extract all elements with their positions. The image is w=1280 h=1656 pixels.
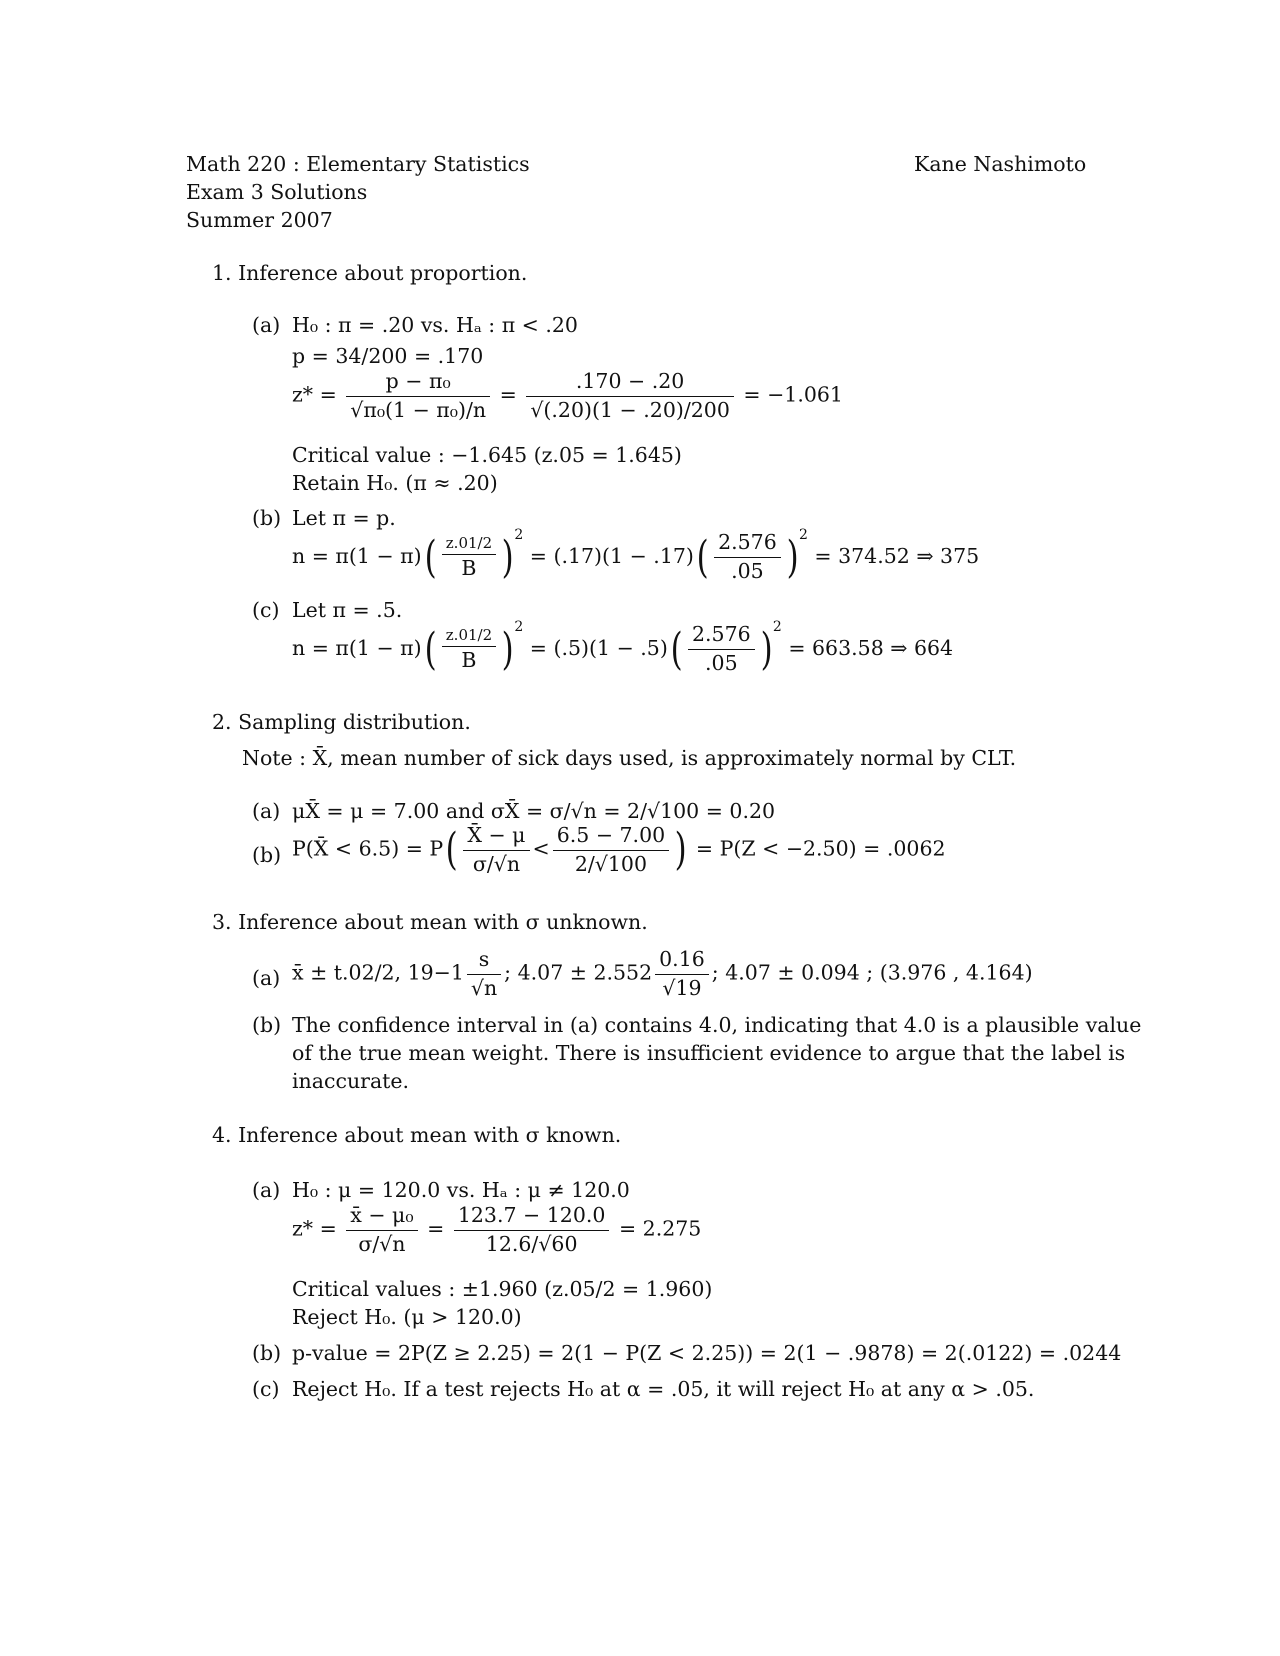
q1b-paren-close: )	[501, 531, 514, 583]
q1c-paren-open: (	[424, 623, 437, 675]
q1b-middle: = (.17)(1 − .17)	[529, 544, 694, 568]
q4a-formula-fraction	[346, 1204, 417, 1256]
q1a-formula-numerator: p − π₀	[346, 370, 490, 397]
q1c-result: = 663.58 ⇒ 664	[788, 636, 954, 660]
q1-title: 1. Inference about proportion.	[212, 261, 528, 285]
q3a-result: ; 4.07 ± 0.094 ; (3.976 , 4.164)	[711, 960, 1033, 985]
q3-title: 3. Inference about mean with σ unknown.	[212, 910, 648, 934]
q4a-label: (a)	[252, 1178, 281, 1202]
q1a-critical-value: Critical value : −1.645 (z.05 = 1.645)	[292, 443, 682, 467]
q1b-z-denominator: B	[461, 555, 477, 580]
q1c-square-2: 2	[772, 619, 782, 635]
q1c-value-denominator: .05	[705, 651, 738, 675]
q1a-values-numerator: .170 − .20	[526, 370, 734, 397]
q1b-n-lhs: n = π(1 − π)	[292, 544, 422, 568]
q3a-value-numerator: 0.16	[655, 948, 709, 975]
q2b-probability	[292, 824, 946, 876]
q1b-paren-close-2: )	[786, 531, 799, 583]
q2b-paren-close: )	[674, 824, 687, 876]
q1b-square: 2	[514, 527, 524, 543]
q2b-value-fraction	[553, 824, 669, 876]
q1b-z-numerator: z.01/2	[442, 535, 496, 555]
q1c-square: 2	[514, 619, 524, 635]
q1c-label: (c)	[252, 598, 280, 622]
q2a-label: (a)	[252, 799, 281, 823]
q4b-p-value: p-value = 2P(Z ≥ 2.25) = 2(1 − P(Z < 2.25)) = 2(1 − .9878) = 2(.0122) = .0244	[292, 1341, 1122, 1365]
q3a-label: (a)	[252, 966, 281, 990]
q1a-label: (a)	[252, 313, 281, 337]
q4a-z-lhs: z* =	[292, 1216, 337, 1241]
q3b-line-3: inaccurate.	[292, 1069, 410, 1093]
q4-title: 4. Inference about mean with σ known.	[212, 1123, 622, 1147]
q3a-confidence-interval	[292, 948, 1033, 1000]
q3a-lhs: x̄ ± t.02/2, 19−1	[292, 960, 464, 985]
q1a-formula-denominator: √π₀(1 − π₀)/n	[350, 397, 487, 422]
q1a-z-lhs: z* =	[292, 382, 337, 407]
q1b-square-2: 2	[798, 527, 808, 543]
q4a-values-numerator: 123.7 − 120.0	[454, 1204, 610, 1231]
q4c-label: (c)	[252, 1377, 280, 1401]
q1c-paren-close: )	[501, 623, 514, 675]
q1c-paren-close-2: )	[760, 623, 773, 675]
q3b-line-1: The confidence interval in (a) contains 4.0, indicating that 4.0 is a plausible value	[292, 1013, 1142, 1037]
q1c-middle: = (.5)(1 − .5)	[529, 636, 668, 660]
q4a-z-statistic	[292, 1204, 701, 1256]
q4a-values-fraction	[454, 1204, 610, 1256]
q2b-standardize-denominator: σ/√n	[472, 851, 521, 876]
q4b-label: (b)	[252, 1341, 282, 1365]
q2a-mean-sd: μX̄ = μ = 7.00 and σX̄ = σ/√n = 2/√100 = 0.20	[292, 799, 776, 823]
q1b-value-denominator: .05	[731, 559, 764, 583]
q1b-label: (b)	[252, 506, 282, 530]
q1b-sample-size	[292, 528, 979, 584]
course-title: Math 220 : Elementary Statistics	[186, 152, 530, 176]
author-name: Kane Nashimoto	[914, 152, 1087, 176]
q1c-paren-open-2: (	[670, 623, 683, 675]
q4a-formula-denominator: σ/√n	[358, 1231, 406, 1256]
q1b-value-fraction	[714, 531, 781, 583]
q1c-z-denominator: B	[461, 647, 477, 672]
q2b-paren-open: (	[445, 824, 458, 876]
q1a-sample-proportion: p = 34/200 = .170	[292, 344, 484, 368]
q2b-value-denominator: 2/√100	[574, 851, 647, 876]
q1b-value-numerator: 2.576	[714, 531, 781, 558]
exam-term: Summer 2007	[186, 208, 333, 232]
q1a-values-fraction	[526, 370, 734, 422]
q1c-z-fraction	[442, 627, 496, 673]
q1c-value-fraction	[688, 623, 755, 675]
q1b-paren-open-2: (	[696, 531, 709, 583]
exam-title: Exam 3 Solutions	[186, 180, 368, 204]
q2b-value-numerator: 6.5 − 7.00	[553, 824, 669, 851]
q1b-result: = 374.52 ⇒ 375	[814, 544, 980, 568]
q1a-equals: =	[499, 382, 517, 407]
q4a-formula-numerator: x̄ − μ₀	[346, 1204, 417, 1231]
q2b-standardize-fraction	[463, 824, 529, 876]
q1c-z-numerator: z.01/2	[442, 627, 496, 647]
q3b-line-2: of the true mean weight. There is insufficient evidence to argue that the label is	[292, 1041, 1126, 1065]
q1a-z-statistic	[292, 370, 843, 422]
q3a-se-numerator: s	[467, 948, 501, 975]
q1b-z-fraction	[442, 535, 496, 581]
q3a-se-fraction	[467, 948, 501, 1000]
q1c-n-lhs: n = π(1 − π)	[292, 636, 422, 660]
q1a-z-result: = −1.061	[743, 382, 843, 407]
q2b-standardize-numerator: X̄ − μ	[463, 824, 529, 851]
q2b-lhs: P(X̄ < 6.5) = P	[292, 836, 444, 861]
q1a-hypotheses: H₀ : π = .20 vs. Hₐ : π < .20	[292, 313, 578, 337]
q3a-value-denominator: √19	[662, 975, 702, 1000]
q1a-formula-fraction	[346, 370, 490, 422]
q1b-let: Let π = p.	[292, 506, 396, 530]
q1b-paren-open: (	[424, 531, 437, 583]
q2b-less-than: <	[532, 836, 550, 861]
q2b-result: = P(Z < −2.50) = .0062	[695, 836, 946, 861]
q2-title: 2. Sampling distribution.	[212, 710, 471, 734]
q4a-critical-values: Critical values : ±1.960 (z.05/2 = 1.960)	[292, 1277, 713, 1301]
q3a-middle: ; 4.07 ± 2.552	[504, 960, 653, 985]
q1a-values-denominator: √(.20)(1 − .20)/200	[530, 397, 730, 422]
q1c-value-numerator: 2.576	[688, 623, 755, 650]
q1c-let: Let π = .5.	[292, 598, 403, 622]
q4a-equals: =	[427, 1216, 445, 1241]
q2-note: Note : X̄, mean number of sick days used, is approximately normal by CLT.	[242, 746, 1017, 770]
q2b-label: (b)	[252, 843, 282, 867]
q4a-values-denominator: 12.6/√60	[485, 1231, 578, 1256]
q1a-decision: Retain H₀. (π ≈ .20)	[292, 471, 498, 495]
q1c-sample-size	[292, 620, 953, 676]
q3a-value-fraction	[655, 948, 709, 1000]
q4a-decision: Reject H₀. (μ > 120.0)	[292, 1305, 522, 1329]
q3b-label: (b)	[252, 1013, 282, 1037]
q3a-se-denominator: √n	[470, 975, 498, 1000]
q4a-hypotheses: H₀ : μ = 120.0 vs. Hₐ : μ ≠ 120.0	[292, 1178, 630, 1202]
q4a-z-result: = 2.275	[618, 1216, 702, 1241]
q4c-conclusion: Reject H₀. If a test rejects H₀ at α = .05, it will reject H₀ at any α > .05.	[292, 1377, 1035, 1401]
